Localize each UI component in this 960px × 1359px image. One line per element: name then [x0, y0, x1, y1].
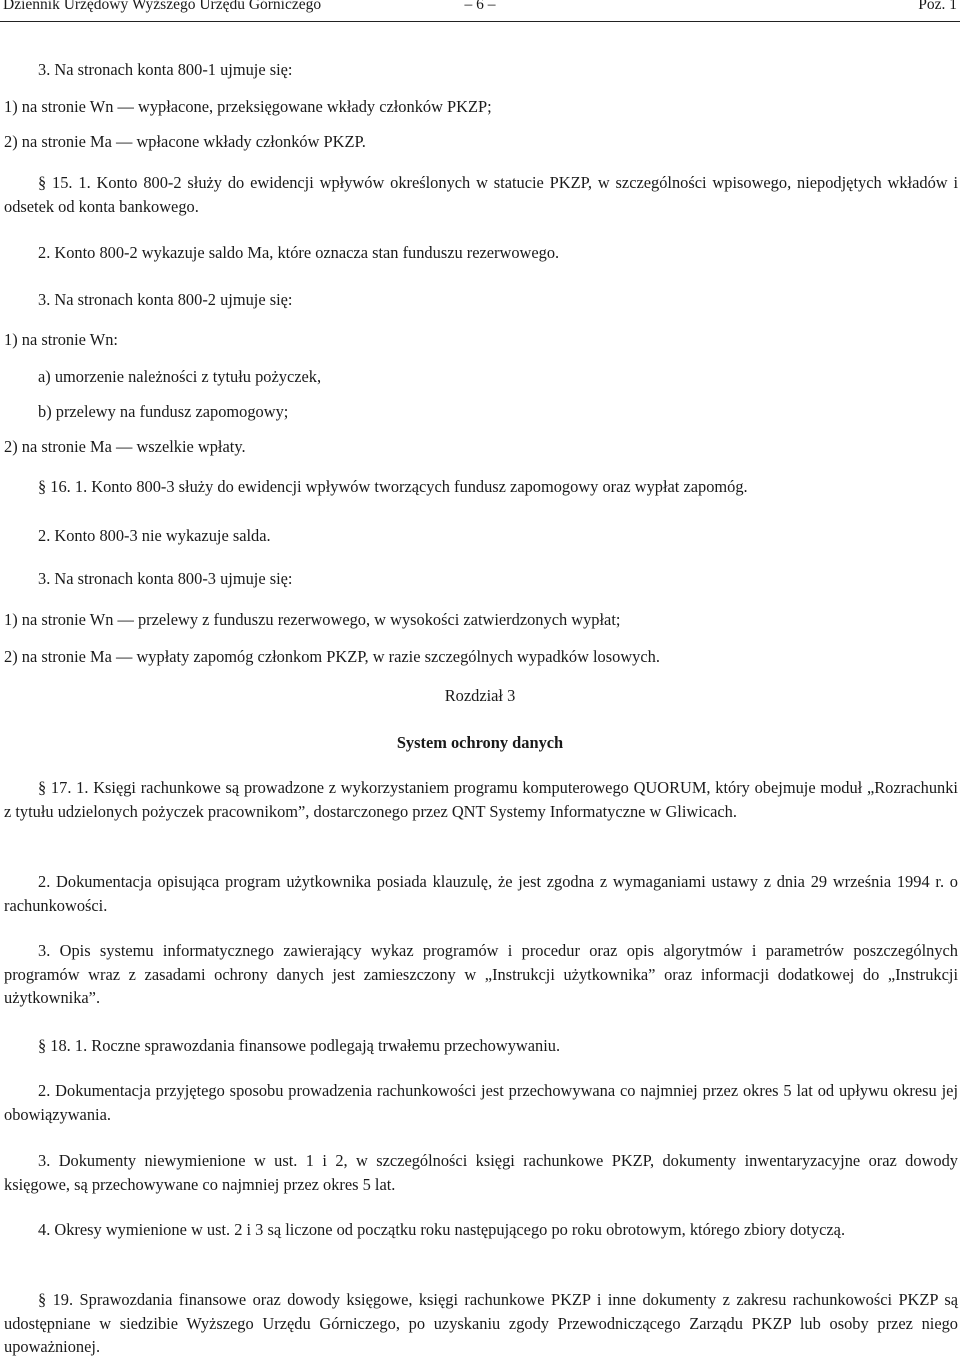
paragraph: § 18. 1. Roczne sprawozdania finansowe podlegają trwałemu przechowywaniu.	[38, 1036, 561, 1055]
paragraph: 3. Na stronach konta 800-1 ujmuje się:	[38, 60, 293, 79]
paragraph: § 19. Sprawozdania finansowe oraz dowody księgowe, księgi rachunkowe PKZP i inne dokumenty z zakresu rachunkowości PKZP są udostępniane w siedzibie Wyższego Urzędu Górniczego, po uzyskaniu zgody Przewodniczącego Zarządu PKZP lub osoby przez niego upoważnionej.	[4, 1290, 958, 1356]
paragraph: § 15. 1. Konto 800-2 służy do ewidencji wpływów określonych w statucie PKZP, w szczególności wpisowego, niepodjętych wkładów i odsetek od konta bankowego.	[4, 173, 958, 216]
paragraph: § 17. 1. Księgi rachunkowe są prowadzone z wykorzystaniem programu komputerowego QUORUM, który obejmuje moduł „Rozrachunki z tytułu udzielonych pożyczek pracownikom”, dostarczonego przez QNT Systemy Informatyczne w Gliwicach.	[4, 778, 958, 821]
chapter-number: Rozdział 3	[444, 686, 516, 705]
paragraph: 2. Konto 800-2 wykazuje saldo Ma, które oznacza stan funduszu rezerwowego.	[38, 243, 560, 262]
paragraph: 2. Dokumentacja przyjętego sposobu prowadzenia rachunkowości jest przechowywana co najmniej przez okres 5 lat od upływu okresu jej obowiązywania.	[4, 1081, 958, 1124]
page-header	[0, 0, 960, 22]
paragraph: b) przelewy na fundusz zapomogowy;	[38, 402, 289, 421]
page-number: – 6 –	[464, 0, 496, 13]
paragraph: 1) na stronie Wn:	[4, 330, 118, 349]
paragraph: § 16. 1. Konto 800-3 służy do ewidencji wpływów tworzących fundusz zapomogowy oraz wypłat zapomóg.	[38, 477, 748, 496]
position-number: Poz. 1	[918, 0, 957, 13]
paragraph: 3. Opis systemu informatycznego zawierający wykaz programów i procedur oraz opis algorytmów i parametrów poszczególnych programów wraz z zasadami ochrony danych jest zamieszczony w „Instrukcji użytkownika” oraz informacji dodatkowej do „Instrukcji użytkownika”.	[4, 941, 958, 1007]
paragraph: 2. Dokumentacja opisująca program użytkownika posiada klauzulę, że jest zgodna z wymaganiami ustawy z dnia 29 września 1994 r. o rachunkowości.	[4, 872, 958, 915]
paragraph: 2) na stronie Ma — wpłacone wkłady członków PKZP.	[4, 132, 366, 151]
paragraph: 2) na stronie Ma — wypłaty zapomóg członkom PKZP, w razie szczególnych wypadków losowych.	[4, 647, 660, 666]
paragraph: 3. Dokumenty niewymienione w ust. 1 i 2, w szczególności księgi rachunkowe PKZP, dokumenty inwentaryzacyjne oraz dowody księgowe, są przechowywane co najmniej przez okres 5 lat.	[4, 1151, 958, 1194]
journal-title: Dziennik Urzędowy Wyższego Urzędu Górniczego	[3, 0, 322, 13]
paragraph: a) umorzenie należności z tytułu pożyczek,	[38, 367, 322, 386]
paragraph: 1) na stronie Wn — wypłacone, przeksięgowane wkłady członków PKZP;	[4, 97, 492, 116]
paragraph: 3. Na stronach konta 800-2 ujmuje się:	[38, 290, 293, 309]
chapter-title: System ochrony danych	[396, 733, 564, 752]
paragraph: 4. Okresy wymienione w ust. 2 i 3 są liczone od początku roku następującego po roku obrotowym, którego zbiory dotyczą.	[38, 1220, 846, 1239]
paragraph: 3. Na stronach konta 800-3 ujmuje się:	[38, 569, 293, 588]
paragraph: 1) na stronie Wn — przelewy z funduszu rezerwowego, w wysokości zatwierdzonych wypłat;	[4, 610, 621, 629]
paragraph: 2. Konto 800-3 nie wykazuje salda.	[38, 526, 271, 545]
paragraph: 2) na stronie Ma — wszelkie wpłaty.	[4, 437, 246, 456]
